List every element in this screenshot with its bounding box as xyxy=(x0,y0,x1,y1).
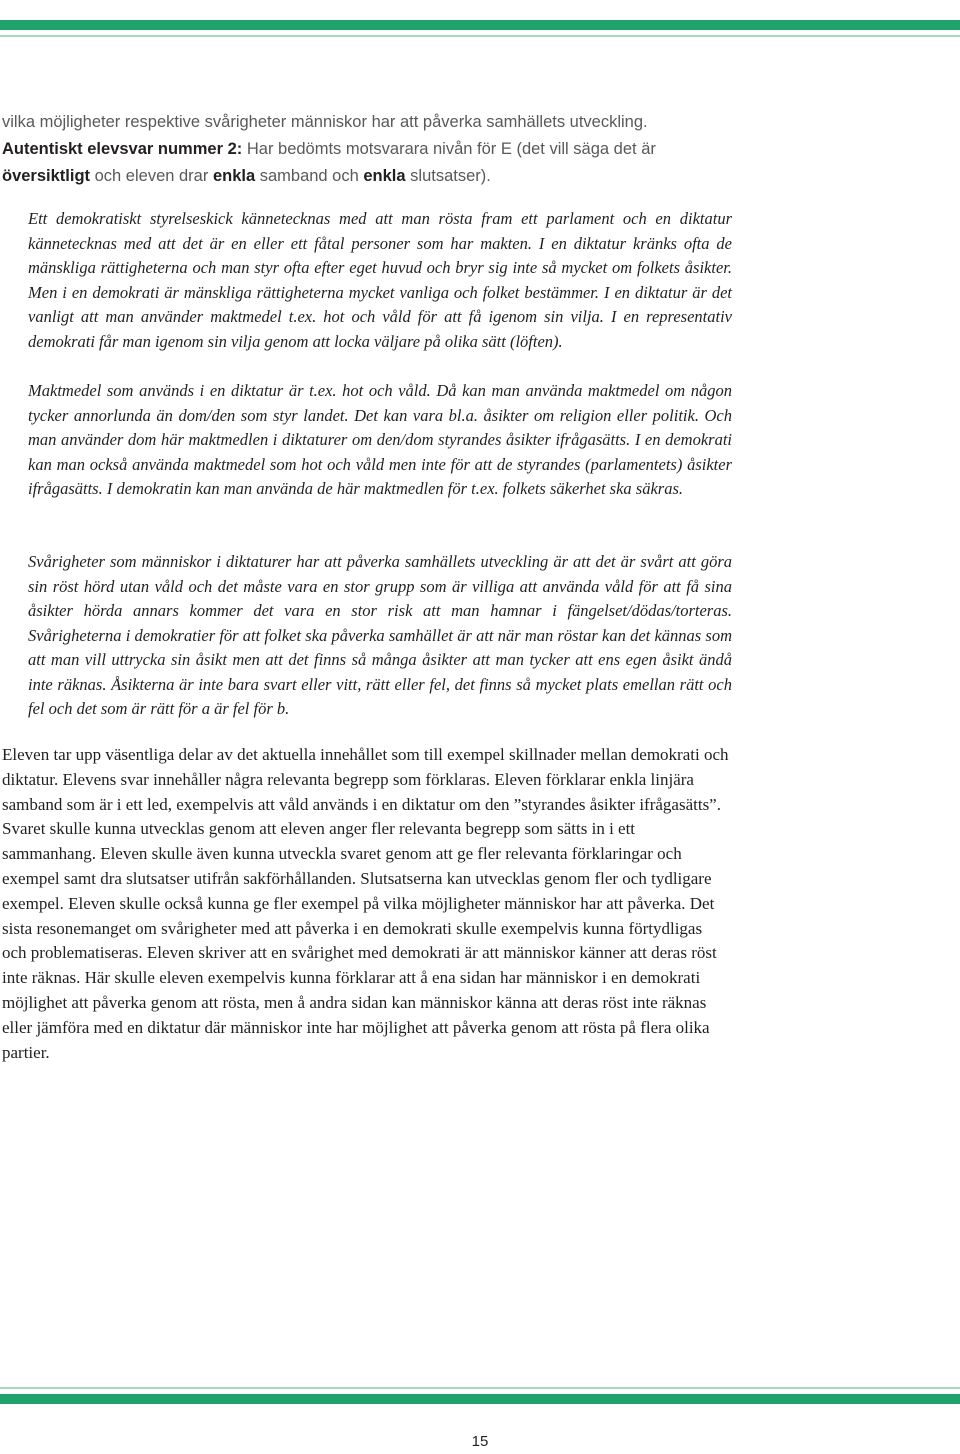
intro-block xyxy=(2,109,732,190)
answer-text: Ett demokratiskt styrelseskick kännetecknas med att man rösta fram ett parlament och en diktatur kännetecknas med att det är en eller ett fåtal personer som har makten. I en diktatur kränks ofta de mänskliga rättigheterna och man styr ofta efter eget huvud och bryr sig inte så mycket om folkets åsikter. Men i en demokrati är mänskliga rättigheterna mycket vanliga och folket bestämmer. I en diktatur är det vanligt att man använder maktmedel t.ex. hot och våld för att få igenom sin vilja. I en representativ demokrati får man igenom sin vilja genom att locka väljare på olika sätt (löften). xyxy=(28,209,732,351)
top-decorative-band xyxy=(0,20,960,30)
assessment-text: slutsatser). xyxy=(405,167,491,185)
answer-text: Maktmedel som används i en diktatur är t.ex. hot och våld. Då kan man använda maktmedel om någon tycker annorlunda än dom/den som styr landet. Det kan vara bl.a. åsikter om religion eller politik. Och man använder dom här maktmedlen i diktaturer om den/dom styrandes åsikter ifrågasätts. I en demokrati kan man också använda maktmedel som hot och våld men inte för att de styrandes (parlamentets) åsikter ifrågasätts. I demokratin kan man använda de här maktmedlen för t.ex. folkets säkerhet ska säkras. xyxy=(28,381,732,498)
assessment-text: samband och xyxy=(255,167,364,185)
comment-text: Eleven tar upp väsentliga delar av det aktuella innehållet som till exempel skillnader mellan demokrati och diktatur. Elevens svar innehåller några relevanta begrepp som förklaras. Eleven förklarar enkla linjära samband som är i ett led, exempelvis att våld används i en diktatur om den ”styrandes åsikter ifrågasätts”. Svaret skulle kunna utvecklas genom att eleven anger fler relevanta begrepp som sätts in i ett sammanhang. Eleven skulle även kunna utveckla svaret genom att ge fler relevanta förklaringar och exempel samt dra slutsatser utifrån sakförhållanden. Slutsatserna kan utvecklas genom fler och tydligare exempel. Eleven skulle också kunna ge fler exempel på vilka möjligheter människor har att påverka. Det sista resonemanget om svårigheter med att påverka i en demokrati skulle exempelvis kunna förtydligas och problematiseras. Eleven skriver att en svårighet med demokrati är att människor känner att deras röst inte räknas. Här skulle eleven exempelvis kunna förklarar att å ena sidan har människor i en demokrati möjlighet att påverka genom att rösta, men å andra sidan kan människor känna att deras röst inte räknas eller jämföra med en diktatur där människor inte har möjlighet att påverka genom att rösta på flera olika partier. xyxy=(2,745,729,1062)
answer-heading: Autentiskt elevsvar nummer 2: xyxy=(2,140,243,158)
assessment-comment xyxy=(2,743,730,1065)
student-answer-paragraph-2 xyxy=(28,379,732,502)
bottom-decorative-band xyxy=(0,1394,960,1404)
student-answer-paragraph-3 xyxy=(28,550,732,722)
assessment-text: och eleven drar xyxy=(90,167,213,185)
answer-text: Svårigheter som människor i diktaturer har att påverka samhällets utveckling är att det är svårt att göra sin röst hörd utan våld och det måste vara en stor grupp som är villiga att använda våld för att få sina åsikter hörda annars kommer det vara en stor risk att man hamnar i fängelset/dödas/torteras. Svårigheterna i demokratier för att folket ska påverka samhället är att när man röstar kan det kännas som att man vill uttrycka sin åsikt men att det finns så många åsikter att man tycker att ens egen åsikt ändå inte räknas. Åsikterna är inte bara svart eller vitt, rätt eller fel, det finns så mycket plats emellan rätt och fel och det som är rätt för a är fel för b. xyxy=(28,552,732,718)
page-number: 15 xyxy=(471,1433,489,1450)
keyword-oversiktligt: översiktligt xyxy=(2,167,91,185)
keyword-enkla: enkla xyxy=(212,167,256,185)
keyword-enkla: enkla xyxy=(363,167,406,185)
assessment-statement xyxy=(2,136,732,190)
intro-line: vilka möjligheter respektive svårigheter människor har att påverka samhällets utveckling. xyxy=(2,113,648,131)
student-answer-paragraph-1 xyxy=(28,207,732,354)
assessment-text: Har bedömts motsvarara nivån för E (det vill säga det är xyxy=(242,140,656,158)
